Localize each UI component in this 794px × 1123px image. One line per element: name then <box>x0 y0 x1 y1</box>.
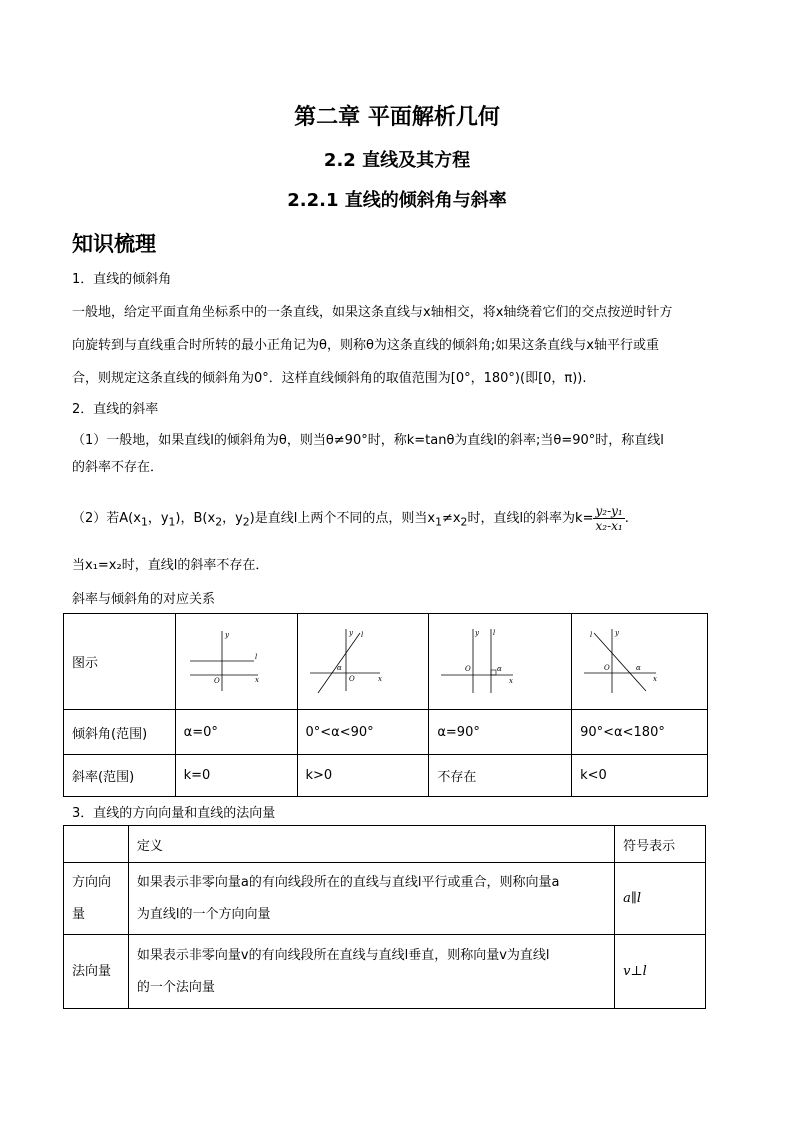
header-symbol: 符号表示 <box>615 826 706 863</box>
graph-negative-slope <box>572 614 708 710</box>
fraction-numerator: y₂-y₁ <box>595 504 623 518</box>
sub-2c: 2 <box>460 515 468 529</box>
row-label-angle: 倾斜角(范围) <box>64 710 176 755</box>
axis-x-label: x <box>653 674 658 683</box>
name-line-1: 法向量 <box>72 963 112 979</box>
section-2-heading: 2．直线的斜率 <box>72 402 159 417</box>
formula-text-d: ，y <box>222 511 243 526</box>
normal-vector-definition <box>128 935 614 1009</box>
graph-positive-slope <box>297 614 429 710</box>
slope-cell-3: 不存在 <box>429 755 572 797</box>
origin-label: O <box>604 663 610 672</box>
section-1-line-2: 向旋转到与直线重合时所转的最小正角记为θ，则称θ为这条直线的倾斜角;如果这条直线与x轴平行或重 <box>72 338 659 353</box>
section-1 <box>72 266 722 392</box>
section-1-line-1: 一般地，给定平面直角坐标系中的一条直线，如果这条直线与x轴相交，将x轴绕着它们的交点按逆时针方 <box>72 305 673 320</box>
slope-fraction <box>593 504 624 533</box>
slope-cell-2: k>0 <box>297 755 429 797</box>
sub-1a: 1 <box>140 515 148 529</box>
formula-text-a: （2）若A(x <box>72 511 141 526</box>
definition-line-1: 如果表示非零向量a的有向线段所在的直线与直线l平行或重合，则称向量a <box>136 874 560 890</box>
section-2-line-4: 当x₁=x₂时，直线l的斜率不存在． <box>72 558 269 573</box>
header-empty <box>64 826 129 863</box>
graph-horizontal-line <box>184 625 264 695</box>
section-2-line-1: （1）一般地，如果直线l的倾斜角为θ，则当θ≠90°时，称k=tanθ为直线l的斜率;当θ=90°时，称直线l <box>72 433 664 448</box>
angle-label: α <box>636 663 641 672</box>
fraction-denominator: x₂-x₁ <box>595 519 623 533</box>
angle-cell-4: 90°<α<180° <box>572 710 708 755</box>
definition-line-2: 的一个法向量 <box>136 979 215 995</box>
header-definition: 定义 <box>128 826 614 863</box>
normal-vector-symbol: v⊥l <box>615 935 706 1009</box>
definition-line-2: 为直线l的一个方向向量 <box>136 906 271 922</box>
sub-2b: 2 <box>242 515 250 529</box>
axis-y-label: y <box>615 628 620 637</box>
axis-y-label: y <box>348 628 353 637</box>
axis-x-label: x <box>254 675 259 684</box>
direction-vector-definition <box>128 863 614 935</box>
graph-vertical-line <box>437 625 517 695</box>
graph-rising-line <box>306 625 386 695</box>
axis-x-label: x <box>377 674 382 683</box>
section-title: 2.2 直线及其方程 <box>323 150 471 171</box>
normal-vector-row <box>64 935 706 1009</box>
section-2-line-2: 的斜率不存在． <box>72 460 164 475</box>
row-label-graph: 图示 <box>64 614 176 710</box>
axis-x-label: x <box>509 676 514 685</box>
vector-table <box>63 825 706 1009</box>
vector-table-header <box>64 826 706 863</box>
row-label-slope: 斜率(范围) <box>64 755 176 797</box>
table-row-angles <box>64 710 708 755</box>
slope-angle-table <box>63 613 708 797</box>
section-1-heading: 1．直线的倾斜角 <box>72 272 172 287</box>
section-2 <box>72 396 722 481</box>
formula-end: . <box>624 511 629 526</box>
sub-1b: 1 <box>168 515 176 529</box>
direction-vector-symbol: a∥l <box>615 863 706 935</box>
sub-1c: 1 <box>435 515 442 529</box>
graph-zero-slope <box>175 614 297 710</box>
angle-label: α <box>497 664 503 673</box>
table-row-graphs <box>64 614 708 710</box>
definition-line-1: 如果表示非零向量v的有向线段所在直线与直线l垂直，则称向量v为直线l <box>136 947 550 963</box>
table-row-slopes <box>64 755 708 797</box>
sub-2a: 2 <box>215 515 223 529</box>
name-line-1: 方向向 <box>72 874 112 890</box>
angle-label: α <box>336 663 342 672</box>
formula-text-f: ≠x <box>441 511 461 526</box>
normal-vector-name <box>64 935 129 1009</box>
slope-cell-1: k=0 <box>175 755 297 797</box>
name-line-2: 量 <box>72 906 86 922</box>
table-caption: 斜率与倾斜角的对应关系 <box>72 592 216 607</box>
angle-cell-1: α=0° <box>175 710 297 755</box>
line-label: l <box>590 630 593 639</box>
formula-text-g: 时，直线l的斜率为k= <box>467 511 594 526</box>
axis-y-label: y <box>475 628 480 637</box>
section-3-heading: 3．直线的方向向量和直线的法向量 <box>72 806 276 821</box>
graph-falling-line <box>580 625 660 695</box>
slope-cell-4: k<0 <box>572 755 708 797</box>
angle-cell-3: α=90° <box>429 710 572 755</box>
formula-text-c: )，B(x <box>175 511 216 526</box>
axis-y-label: y <box>224 630 229 639</box>
origin-label: O <box>213 676 220 685</box>
formula-text-b: ，y <box>147 511 169 526</box>
section-1-line-3: 合，则规定这条直线的倾斜角为0°．这样直线倾斜角的取值范围为[0°，180°)(即[0，π)). <box>72 371 587 386</box>
direction-vector-name <box>64 863 129 935</box>
slope-formula-line <box>72 504 722 538</box>
angle-cell-2: 0°<α<90° <box>297 710 429 755</box>
line-label: l <box>493 628 496 637</box>
graph-undefined-slope <box>429 614 572 710</box>
formula-text-e: )是直线l上两个不同的点，则当x <box>249 511 436 526</box>
subsection-title: 2.2.1 直线的倾斜角与斜率 <box>287 190 507 211</box>
direction-vector-row <box>64 863 706 935</box>
origin-label: O <box>465 664 472 673</box>
knowledge-heading: 知识梳理 <box>72 232 156 256</box>
line-label: l <box>254 652 257 661</box>
line-label: l <box>360 630 363 639</box>
chapter-title: 第二章 平面解析几何 <box>294 105 500 130</box>
origin-label: O <box>348 674 355 683</box>
